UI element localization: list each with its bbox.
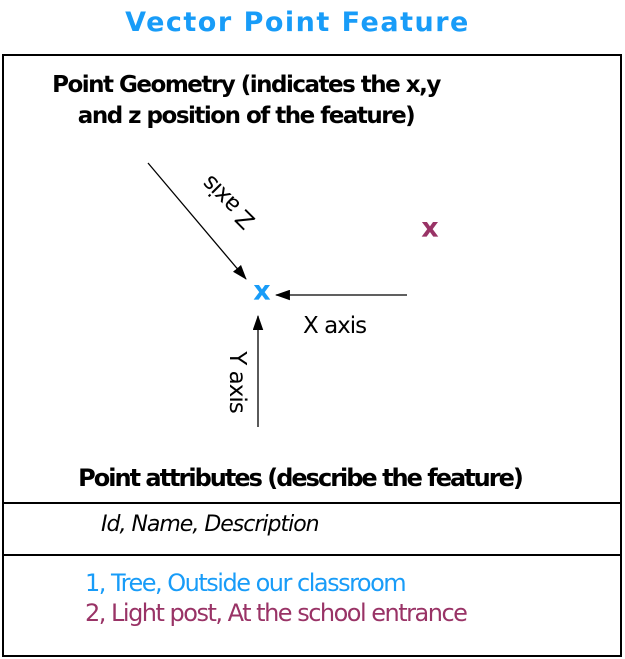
geometry-heading-line2: and z position of the feature) xyxy=(77,103,415,129)
x-axis-label: X axis xyxy=(303,313,367,339)
attributes-header-divider xyxy=(2,502,622,504)
attribute-fields-header: Id, Name, Description xyxy=(101,512,319,537)
attributes-records-divider xyxy=(2,554,622,556)
origin-point-marker: x xyxy=(253,275,271,307)
record-row: 2, Light post, At the school entrance xyxy=(85,599,467,627)
z-axis-label: Z axis xyxy=(197,170,261,234)
attribute-records xyxy=(85,568,466,628)
geometry-heading-line1: Point Geometry (indicates the x,y xyxy=(52,72,440,98)
feature-point-marker: x xyxy=(421,212,439,244)
record-row: 1, Tree, Outside our classroom xyxy=(85,569,406,597)
page-title: Vector Point Feature xyxy=(125,7,470,38)
y-axis-label: Y axis xyxy=(224,351,250,413)
axes-diagram xyxy=(4,56,620,655)
attributes-heading: Point attributes (describe the feature) xyxy=(78,464,522,492)
feature-box xyxy=(2,54,622,657)
